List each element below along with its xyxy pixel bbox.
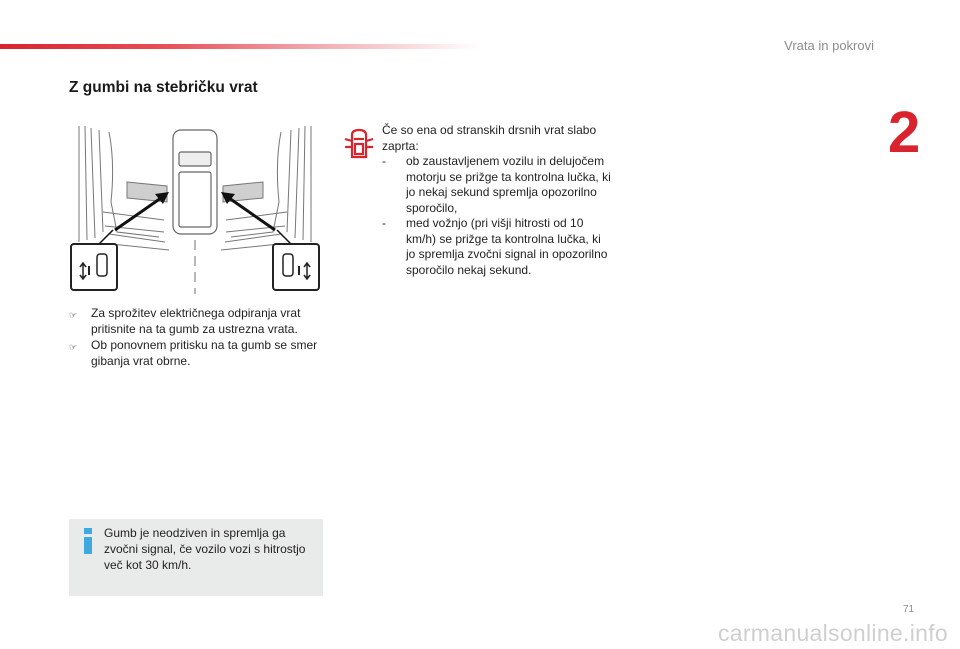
list-item: - ob zaustavljenem vozilu in delujočem motorju se prižge ta kontrolna lučka, ki jo nekaj sekund spremlja opozorilno sporočilo, (382, 154, 611, 215)
header-title: Vrata in pokrovi (784, 38, 874, 53)
instruction-text: Ob ponovnem pritisku na ta gumb se smer gibanja vrat obrne. (91, 338, 318, 368)
info-icon (80, 528, 96, 554)
chapter-number: 2 (888, 100, 921, 165)
section-title: Z gumbi na stebričku vrat (69, 79, 258, 96)
instruction-text: Za sprožitev električnega odpiranja vrat pritisnite na ta gumb za ustrezna vrata. (91, 306, 301, 336)
list-item (69, 338, 329, 369)
car-warning-icon (342, 127, 376, 161)
info-text: Gumb je neodziven in spremlja ga zvočni signal, če vozilo vozi s hitrostjo več kot 30 km/h. (104, 526, 306, 572)
list-item (69, 306, 329, 337)
watermark: carmanualsonline.info (717, 620, 948, 646)
instruction-list (69, 306, 329, 370)
header-accent-bar (0, 44, 480, 49)
warning-item-text: med vožnjo (pri višji hitrosti od 10 km/h) se prižge ta kontrolna lučka, ki jo spremlja zvočni signal in opozorilno sporočilo nekaj sekund. (406, 216, 608, 277)
info-box (69, 519, 323, 596)
pointer-hand-icon: ☞ (69, 310, 78, 320)
door-pillar-buttons-illustration (69, 122, 321, 294)
warning-item-text: ob zaustavljenem vozilu in delujočem motorju se prižge ta kontrolna lučka, ki jo nekaj sekund spremlja opozorilno sporočilo, (406, 154, 611, 215)
page-number: 71 (903, 604, 915, 615)
pointer-hand-icon: ☞ (69, 342, 78, 352)
warning-intro: Če so ena od stranskih drsnih vrat slabo zaprta: (382, 123, 597, 153)
list-item: - med vožnjo (pri višji hitrosti od 10 km/h) se prižge ta kontrolna lučka, ki jo spremlja zvočni signal in opozorilno sporočilo nekaj sekund. (382, 216, 612, 278)
